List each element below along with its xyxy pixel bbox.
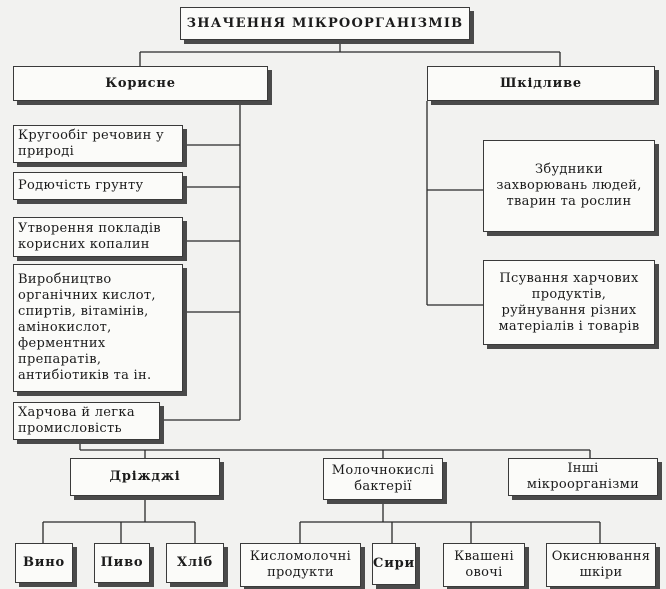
product-bread-label: Хліб bbox=[176, 555, 214, 570]
group-other-microorganisms-label: Інші мікроорганізми bbox=[526, 461, 640, 492]
product-beer-label: Пиво bbox=[100, 555, 144, 570]
product-wine-label: Вино bbox=[22, 555, 66, 570]
product-cheese-label: Сири bbox=[373, 556, 415, 571]
group-yeast bbox=[70, 458, 220, 496]
product-leather-oxidation bbox=[546, 543, 656, 587]
harmful-item-spoilage bbox=[483, 260, 655, 345]
group-yeast-label: Дріжджі bbox=[109, 469, 181, 484]
category-harmful-label: Шкідливе bbox=[500, 75, 582, 91]
harmful-item-spoilage-text: Псування харчових продуктів, руйнування різних матеріалів і товарів bbox=[498, 270, 640, 334]
harmful-item-pathogens-text: Збудники захворювань людей, тварин та рослин bbox=[496, 162, 642, 209]
category-useful-label: Корисне bbox=[105, 75, 176, 91]
useful-item-minerals bbox=[13, 217, 183, 257]
useful-item-minerals-text: Утворення покладів корисних копалин bbox=[18, 221, 161, 252]
category-harmful bbox=[427, 66, 655, 101]
product-pickled-vegetables-label: Квашені овочі bbox=[454, 549, 514, 580]
useful-item-cycle bbox=[13, 125, 183, 163]
product-beer bbox=[94, 543, 150, 583]
product-leather-oxidation-label: Окиснювання шкіри bbox=[551, 549, 651, 580]
useful-item-soil bbox=[13, 172, 183, 200]
useful-item-food-industry bbox=[13, 402, 160, 440]
category-useful bbox=[13, 66, 268, 101]
harmful-item-pathogens bbox=[483, 140, 655, 232]
group-lactic-bacteria bbox=[323, 458, 443, 500]
product-dairy bbox=[240, 543, 361, 587]
useful-item-food-industry-text: Харчова й легка промисловість bbox=[18, 405, 135, 436]
product-bread bbox=[166, 543, 224, 583]
product-dairy-label: Кисломолочні продукти bbox=[249, 549, 352, 580]
product-cheese bbox=[372, 543, 416, 585]
diagram-title bbox=[180, 7, 470, 40]
group-other-microorganisms bbox=[508, 458, 658, 496]
useful-item-production bbox=[13, 264, 183, 392]
group-lactic-bacteria-label: Молочнокислі бактерії bbox=[331, 463, 435, 494]
useful-item-production-text: Виробництво органічних кислот, спиртів, вітамінів, амінокислот, ферментних препаратів, антибіотиків та ін. bbox=[18, 272, 156, 383]
diagram-title-text: ЗНАЧЕННЯ МІКРООРГАНІЗМІВ bbox=[186, 15, 464, 31]
product-pickled-vegetables bbox=[443, 543, 525, 587]
useful-item-soil-text: Родючість грунту bbox=[18, 178, 144, 193]
useful-item-cycle-text: Кругообіг речовин у природі bbox=[18, 128, 164, 159]
product-wine bbox=[15, 543, 73, 583]
